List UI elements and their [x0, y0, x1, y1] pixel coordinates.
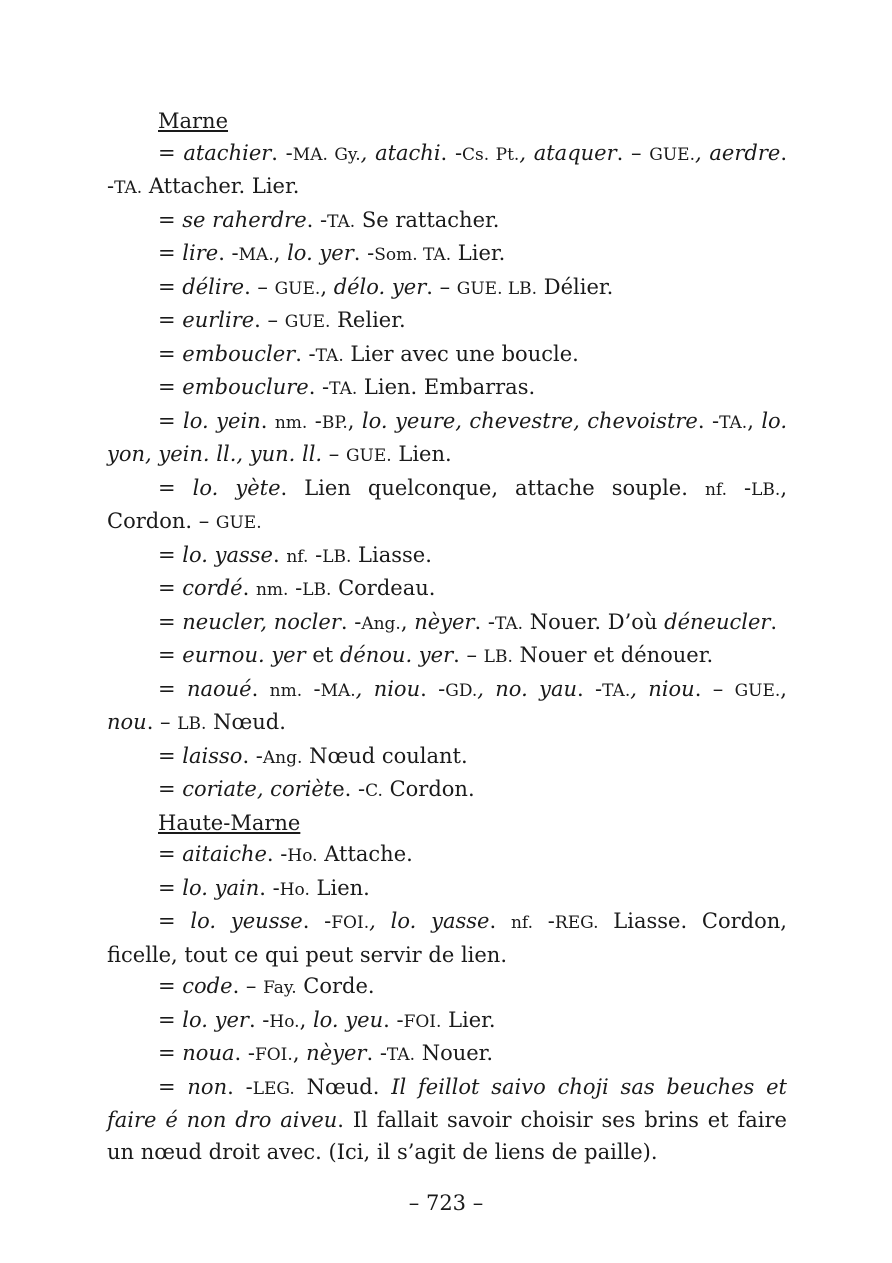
entry-text: = [158, 743, 183, 768]
dialect-term: , [360, 140, 376, 165]
dialect-term: lo. yer [287, 241, 354, 265]
locality-abbrev: Ang. [361, 613, 401, 634]
locality-abbrev: FOI. [403, 1011, 442, 1032]
locality-abbrev: Cs. Pt. [462, 144, 520, 165]
section-heading: Marne [158, 109, 229, 133]
locality-abbrev: TA. [114, 178, 143, 198]
dictionary-entry [107, 971, 787, 1005]
dialect-term: , [369, 909, 391, 933]
entry-text: Nouer. D’où [523, 609, 665, 634]
dialect-term: lo. yète [192, 475, 281, 500]
dictionary-entry [107, 906, 787, 971]
locality-abbrev: TA. [602, 680, 631, 701]
entry-text: . - [440, 140, 463, 165]
dictionary-entry [107, 339, 787, 373]
entry-text: Nœud. [206, 710, 286, 734]
entry-text: . [489, 909, 511, 933]
entry-text: . - [577, 676, 603, 701]
entry-text: = [158, 777, 183, 801]
dialect-term: se raherdre [182, 207, 307, 232]
entry-text: . - [306, 207, 328, 232]
entry-text: . [251, 676, 270, 701]
dialect-term: non [187, 1074, 228, 1099]
entry-text: - [532, 909, 555, 933]
locality-abbrev: GUE. [215, 513, 262, 533]
dictionary-entry [107, 473, 787, 540]
entry-text: . - [474, 609, 495, 634]
dictionary-entry [107, 1038, 787, 1072]
entry-text: Cordon. [382, 777, 475, 801]
entry-text: - [307, 408, 322, 433]
entry-text: . - [302, 909, 332, 933]
dialect-term: naoué [186, 676, 252, 701]
entry-text: . - [340, 609, 362, 634]
locality-abbrev: GD. [445, 680, 478, 701]
locality-abbrev: MA. [320, 680, 356, 701]
entry-text: Lien. [309, 875, 370, 900]
entry-text: Lier. [441, 1007, 496, 1032]
dialect-term: eurlire [182, 308, 255, 332]
entry-text: = [158, 875, 183, 900]
entry-text: . – [232, 974, 264, 998]
dialect-term: atachi [375, 140, 441, 165]
entry-text: . [260, 408, 275, 433]
entry-text: , Cordon. – [107, 475, 788, 533]
entry-text: . - [271, 140, 293, 165]
dialect-term: noua [182, 1041, 235, 1065]
entry-text: Cordeau. [331, 576, 436, 600]
locality-abbrev: GUE. [284, 312, 331, 332]
dialect-term: no. yau [495, 676, 578, 701]
entry-text: . - [697, 408, 720, 433]
entry-text: = [158, 207, 183, 232]
entry-text: = [158, 1074, 188, 1099]
dialect-term: délo. yer [333, 274, 427, 299]
entry-text: = [158, 241, 183, 265]
entry-text: = [158, 542, 183, 567]
dialect-term: aitaiche [182, 842, 267, 866]
locality-abbrev: Fay. [263, 978, 297, 998]
locality-abbrev: nm. [269, 680, 303, 701]
locality-abbrev: LB. [751, 479, 781, 500]
dictionary-entry [107, 372, 787, 406]
entry-text: . - [383, 1007, 404, 1032]
entry-text: . - [248, 1007, 270, 1032]
entry-text: . - [295, 341, 316, 366]
dictionary-entry [107, 205, 787, 239]
entry-text: - [308, 542, 323, 567]
dialect-term: , [695, 140, 710, 165]
locality-abbrev: TA. [719, 412, 748, 433]
dialect-term: lo. yer [182, 1007, 249, 1032]
locality-abbrev: Som. TA. [374, 245, 452, 265]
dialect-term: nou [107, 710, 147, 734]
locality-abbrev: Ho. [279, 879, 310, 900]
entry-text: . [242, 576, 256, 600]
locality-abbrev: Ang. [262, 747, 303, 768]
entry-text: , [347, 408, 362, 433]
entry-text: = [158, 576, 183, 600]
entry-text: = [158, 140, 176, 165]
entry-text: Liasse. [351, 542, 432, 567]
entry-text: = [158, 308, 183, 332]
dictionary-entry [107, 540, 787, 574]
dictionary-entry [107, 741, 787, 775]
entry-text: . - [353, 241, 375, 265]
entry-text: . - [227, 1074, 253, 1099]
dictionary-entry [107, 573, 787, 607]
locality-abbrev: TA. [329, 379, 358, 399]
dictionary-content [107, 106, 787, 1168]
entry-text: Nœud coulant. [302, 743, 468, 768]
locality-abbrev: nm. [274, 412, 308, 433]
entry-text: . Il fallait savoir choisir ses brins et faire un nœud droit avec. (Ici, il s’agit de liens de paille). [107, 1108, 787, 1164]
entry-text: . – [244, 274, 275, 299]
entry-text: , [299, 1007, 313, 1032]
locality-abbrev: LEG. [252, 1078, 295, 1099]
entry-text: . [770, 609, 778, 634]
dialect-term: lo. yasse [182, 542, 273, 567]
locality-abbrev: Ho. [287, 846, 318, 866]
locality-abbrev: REG. [554, 913, 599, 933]
entry-text: = [158, 274, 183, 299]
dictionary-entry [107, 1072, 787, 1169]
dictionary-entry [107, 138, 787, 205]
locality-abbrev: nm. [255, 580, 289, 600]
dialect-term: lo. yeure, chevestre, chevoistre [361, 408, 698, 433]
dialect-term: déneucler [664, 609, 771, 634]
dictionary-entry [107, 674, 787, 741]
dictionary-entry [107, 607, 787, 641]
dictionary-entry [107, 774, 787, 808]
entry-text: , [747, 408, 762, 433]
entry-text: . [273, 542, 287, 567]
entry-text: . - [266, 842, 288, 866]
locality-abbrev: MA. [238, 245, 274, 265]
locality-abbrev: nf. [704, 479, 727, 500]
entry-text: . – [616, 140, 650, 165]
locality-abbrev: nf. [286, 546, 309, 567]
entry-text: - [727, 475, 752, 500]
entry-text: Attacher. Lier. [142, 174, 300, 198]
entry-text: = [158, 643, 183, 667]
dialect-term: code [182, 974, 233, 998]
dialect-term: coriate, corièt [182, 777, 333, 801]
entry-text: . - [234, 1041, 255, 1065]
dialect-term: , [519, 140, 534, 165]
entry-text: . - [420, 676, 446, 701]
dialect-term: délire [182, 274, 245, 299]
dialect-term: , [355, 676, 374, 701]
dialect-term: , [477, 676, 496, 701]
entry-text: – [322, 442, 346, 466]
dictionary-entry [107, 305, 787, 339]
entry-text: . - [107, 140, 787, 198]
locality-abbrev: C. [365, 781, 383, 801]
dialect-term: lo. yein [183, 408, 261, 433]
dialect-term: lo. yon, yein. ll., yun. ll. [107, 408, 788, 466]
locality-abbrev: GUE. [649, 144, 695, 165]
entry-text: . – [453, 643, 484, 667]
dialect-term: dénou. yer [339, 643, 454, 667]
dialect-term: lo. yain [182, 875, 260, 900]
dialect-term: eurnou. yer [182, 643, 306, 667]
entry-text: = [158, 475, 193, 500]
entry-text: . Lien quelconque, attache souple. [280, 475, 705, 500]
entry-text: Nœud. [294, 1074, 392, 1099]
entry-text: , [292, 1041, 307, 1065]
entry-text: et [305, 643, 340, 667]
entry-text: . - [308, 375, 330, 399]
dialect-term: Il feillot saivo choji sas beuches et faire é non dro aiveu [107, 1074, 787, 1132]
dictionary-entry [107, 406, 787, 473]
entry-text: , [320, 274, 334, 299]
dialect-term: lo. yeu [312, 1007, 384, 1032]
entry-text: . – [694, 676, 735, 701]
dialect-term: embouclure [182, 375, 309, 399]
entry-text: Relier. [330, 308, 406, 332]
dialect-term: ataquer [533, 140, 617, 165]
entry-text: = [158, 974, 183, 998]
locality-abbrev: GUE. [734, 680, 781, 701]
entry-text: Attache. [317, 842, 413, 866]
locality-abbrev: LB. [302, 580, 332, 600]
dictionary-entry [107, 1005, 787, 1039]
dialect-term: niou [648, 676, 695, 701]
dialect-term: nèyer [306, 1041, 367, 1065]
dictionary-entry [107, 640, 787, 674]
locality-abbrev: GUE. [274, 278, 321, 299]
entry-text: = [158, 375, 183, 399]
dialect-term: atachier [175, 140, 272, 165]
entry-text: Nouer et dénouer. [512, 643, 714, 667]
entry-text: - [302, 676, 321, 701]
entry-text: Lien. Embarras. [357, 375, 536, 399]
entry-text: Liasse. Cordon, ficelle, tout ce qui peut servir de lien. [107, 909, 787, 967]
entry-text: = [158, 609, 183, 634]
dialect-term: cordé [182, 576, 243, 600]
dialect-term: laisso [182, 743, 243, 768]
entry-text: Lier. [451, 241, 506, 265]
dialect-term: nèyer [414, 609, 475, 634]
locality-abbrev: LB. [322, 546, 352, 567]
entry-text: , [780, 676, 787, 701]
entry-text: , [400, 609, 415, 634]
locality-abbrev: nf. [510, 913, 533, 933]
entry-text: - [288, 576, 303, 600]
entry-text: = [158, 676, 187, 701]
locality-abbrev: LB. [483, 647, 513, 667]
locality-abbrev: LB. [177, 714, 207, 734]
locality-abbrev: GUE. LB. [456, 278, 538, 299]
entry-text: , [273, 241, 288, 265]
entry-text: = [158, 1041, 183, 1065]
dictionary-entry [107, 839, 787, 873]
dialect-term: niou [373, 676, 421, 701]
entry-text: = [158, 341, 183, 366]
entry-text: . - [366, 1041, 387, 1065]
locality-abbrev: FOI. [331, 913, 370, 933]
locality-abbrev: TA. [494, 613, 524, 634]
entry-text: . - [259, 875, 280, 900]
dialect-term: emboucler [182, 341, 296, 366]
locality-abbrev: MA. Gy. [292, 144, 361, 165]
entry-text: . – [426, 274, 457, 299]
locality-abbrev: TA. [315, 345, 344, 366]
locality-abbrev: GUE. [345, 446, 392, 466]
dictionary-entry [107, 238, 787, 272]
entry-text: = [158, 408, 184, 433]
entry-text: . - [218, 241, 239, 265]
page-number: – 723 – [408, 1191, 484, 1215]
locality-abbrev: Ho. [269, 1011, 300, 1032]
entry-text: = [158, 1007, 183, 1032]
entry-text: . - [242, 743, 263, 768]
dialect-term: lire [182, 241, 219, 265]
dialect-term: lo. yasse [390, 909, 490, 933]
entry-text: Délier. [537, 274, 614, 299]
locality-abbrev: TA. [327, 211, 356, 232]
entry-text: Corde. [296, 974, 375, 998]
section-heading: Haute-Marne [158, 810, 301, 835]
locality-abbrev: FOI. [254, 1045, 293, 1065]
entry-text: Lien. [391, 442, 452, 466]
entry-text: = [158, 909, 191, 933]
entry-text: = [158, 842, 183, 866]
entry-text: e. - [332, 777, 366, 801]
dictionary-entry [107, 873, 787, 907]
entry-text: Se rattacher. [355, 207, 500, 232]
dialect-term: lo. yeusse [190, 909, 303, 933]
entry-text: . – [254, 308, 285, 332]
entry-text: Lier avec une boucle. [343, 341, 579, 366]
locality-abbrev: BP. [321, 412, 348, 433]
dialect-term: , [630, 676, 649, 701]
dialect-term: neucler, nocler [182, 609, 341, 634]
entry-text: Nouer. [415, 1041, 494, 1065]
entry-text: . – [146, 710, 178, 734]
locality-abbrev: TA. [386, 1045, 416, 1065]
dictionary-entry [107, 272, 787, 306]
dialect-term: aerdre [709, 140, 781, 165]
